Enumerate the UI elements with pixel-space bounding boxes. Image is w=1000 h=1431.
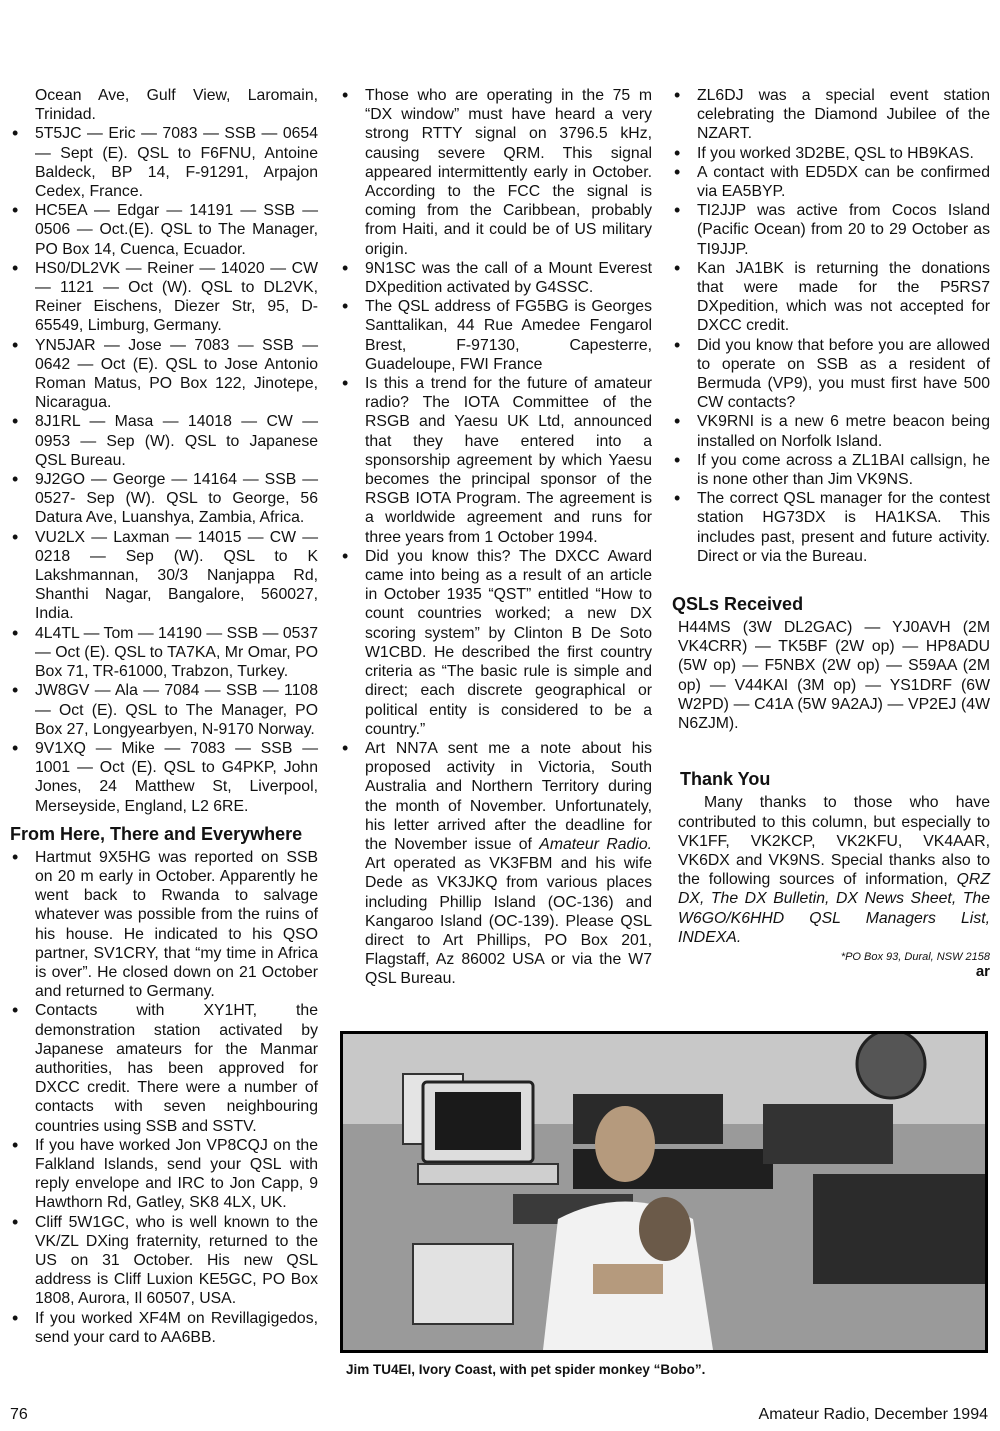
news-item: • Did you know that before you are allowed to operate on SSB as a resident of Bermuda (VP9), you must first have 500 CW contacts? (672, 336, 990, 413)
news-item: • Contacts with XY1HT, the demonstration station activated by Japanese amateurs for the Manmar authorities, has been approved for DXCC credit. There were a number of contacts with seven neighbouring countries using SSB and SSTV. (10, 1001, 318, 1135)
address-note: *PO Box 93, Dural, NSW 2158 (840, 950, 990, 963)
dx-entry: • 9J2GO — George — 14164 — SSB — 0527- Sep (W). QSL to George, 56 Datura Ave, Luanshya, Zambia, Africa. (10, 470, 318, 528)
end-mark: ar (975, 962, 990, 980)
news-item: • VK9RNI is a new 6 metre beacon being installed on Norfolk Island. (672, 412, 990, 450)
section-heading-thank-you: Thank You (680, 769, 771, 790)
dx-entry: • JW8GV — Ala — 7084 — SSB — 1108 — Oct (E). QSL to The Manager, PO Box 27, Longyearbyen, N-9170 Norway. (10, 681, 318, 739)
news-item: • Cliff 5W1GC, who is well known to the VK/ZL DXing fraternity, returned to the US on 31 October. His new QSL address is Cliff Luxion KE5GC, PO Box 1808, Aurora, Il 60507, USA. (10, 1213, 318, 1309)
continued-entry: Ocean Ave, Gulf View, Laromain, Trinidad. (35, 87, 318, 124)
thank-you-body: Many thanks to those who have contributed to this column, but especially to VK1FF, VK2KCP, VK2KFU, VK4AAR, VK6DX and VK9NS. Special thanks also to the following sources of information, (678, 794, 990, 889)
photo (340, 1031, 988, 1353)
news-item: • Is this a trend for the future of amateur radio? The IOTA Committee of the RSGB and Yaesu UK Ltd, announced that they have entered into a sponsorship agreement by which Yaesu becomes the principal sponsor of the RSGB IOTA Program. The agreement is a worldwide agreement and runs for three years from 1 October 1994. (340, 374, 652, 547)
dx-entry: • VU2LX — Laxman — 14015 — CW — 0218 — Sep (W). QSL to K Lakshmannan, 30/3 Nanjappa Rd, Shanthi Nagar, Bangalore, 560027, India. (10, 528, 318, 624)
photo-caption: Jim TU4EI, Ivory Coast, with pet spider monkey “Bobo”. (346, 1362, 706, 1377)
news-item-art-nn7a (340, 739, 652, 989)
column-1 (10, 86, 318, 1347)
news-item: • The correct QSL manager for the contest station HG73DX is HA1KSA. This includes past, present and future activity. Direct or via the Bureau. (672, 489, 990, 566)
dx-entry: • 4L4TL — Tom — 14190 — SSB — 0537 — Oct (E). QSL to TA7KA, Mr Omar, PO Box 71, TR-61000, Trabzon, Turkey. (10, 624, 318, 682)
news-item: • A contact with ED5DX can be confirmed via EA5BYP. (672, 163, 990, 201)
thank-you-text (672, 793, 990, 947)
page-number: 76 (10, 1406, 28, 1423)
news-item: • Hartmut 9X5HG was reported on SSB on 20 m early in October. Apparently he went back to Rwanda to salvage whatever was possible from the ruins of his house. He indicated to his QSO partner, SV1CRY, that “my time in Africa is over”. He closed down on 21 October and returned to Germany. (10, 848, 318, 1002)
dx-entry: • 9V1XQ — Mike — 7083 — SSB — 1001 — Oct (E). QSL to G4PKP, John Jones, 24 Matthew St, Liverpool, Merseyside, England, L2 6RE. (10, 739, 318, 816)
section-heading-qsls: QSLs Received (672, 594, 804, 615)
magazine-title: Amateur Radio. (539, 835, 652, 853)
sources-list: QRZ DX, The DX Bulletin, DX News Sheet, The W6GO/K6HHD QSL Managers List, INDEXA. (678, 871, 990, 946)
news-item: • Did you know this? The DXCC Award came into being as a result of an article in October 1935 “QST” entitled “How to count countries worked; a new DX scoring system” by Clinton B De Soto W1CBD. He described the first country criteria as “The basic rule is simple and direct; each discrete geographical or political entity is considered to be a country.” (340, 547, 652, 739)
qsls-received-text: H44MS (3W DL2GAC) — YJ0AVH (2M VK4CRR) — TK5BF (2W op) — HP8ADU (5W op) — F5NBX (2W op) — S59AA (2M op) — V44KAI (3M op) — YS1DRF (6W W2PD) — C41A (5W 9A2AJ) — VP2EJ (4W N6ZJM). (678, 619, 990, 733)
dx-entry: • YN5JAR — Jose — 7083 — SSB — 0642 — Oct (E). QSL to Jose Antonio Roman Matus, PO Box 122, Jinotepe, Nicaragua. (10, 336, 318, 413)
column-3 (672, 86, 990, 980)
news-item: • ZL6DJ was a special event station celebrating the Diamond Jubilee of the NZART. (672, 86, 990, 144)
news-item: • If you have worked Jon VP8CQJ on the Falkland Islands, send your QSL with reply envelope and IRC to Jon Capp, 9 Hawthorn Rd, Gatley, SK8 4LX, UK. (10, 1136, 318, 1213)
photo-illustration (343, 1034, 985, 1350)
art-text-pre: Art NN7A sent me a note about his proposed activity in Victoria, South Australia and Northern Territory during the month of November. Unfortunately, his letter arrived after the deadline for the November issue of (365, 739, 652, 853)
news-item: • TI2JJP was active from Cocos Island (Pacific Ocean) from 20 to 29 October as TI9JJP. (672, 201, 990, 259)
publication-info: Amateur Radio, December 1994 (758, 1406, 988, 1423)
news-item: • The QSL address of FG5BG is Georges Santtalikan, 44 Rue Amedee Fengarol Brest, F-97130, Capesterre, Guadeloupe, FWI France (340, 297, 652, 374)
dx-entry: • HS0/DL2VK — Reiner — 14020 — CW — 1121 — Oct (W). QSL to DL2VK, Reiner Eischens, Diezer Str, 95, D-65549, Limburg, Germany. (10, 259, 318, 336)
dx-entry: • 5T5JC — Eric — 7083 — SSB — 0654 — Sept (E). QSL to F6FNU, Antoine Baldeck, BP 14, F-91291, Arpajon Cedex, France. (10, 124, 318, 201)
news-item: • Those who are operating in the 75 m “DX window” must have heard a very strong RTTY signal on 3796.5 kHz, causing severe QRM. This signal appeared intermittently early in October. According to the FCC the signal is coming from the Caribbean, probably from Haiti, and it could be of US military origin. (340, 86, 652, 259)
dx-entry: • HC5EA — Edgar — 14191 — SSB — 0506 — Oct.(E). QSL to The Manager, PO Box 14, Cuenca, Ecuador. (10, 201, 318, 259)
news-item: • If you worked XF4M on Revillagigedos, send your card to AA6BB. (10, 1309, 318, 1347)
column-2 (340, 86, 652, 989)
art-text-post: Art operated as VK3FBM and his wife Dede as VK3JKQ from various places including Phillip Island (OC-136) and Kangaroo Island (OC-139). Please QSL direct to Art Phillips, PO Box 201, Flagstaff, Az 86002 USA or via the W7 QSL Bureau. (365, 855, 652, 988)
news-item: • Kan JA1BK is returning the donations that were made for the P5RS7 DXpedition, which was not accepted for DXCC credit. (672, 259, 990, 336)
dx-entry: • 8J1RL — Masa — 14018 — CW — 0953 — Sep (W). QSL to Japanese QSL Bureau. (10, 412, 318, 470)
news-item: • If you worked 3D2BE, QSL to HB9KAS. (672, 144, 990, 163)
news-item: • 9N1SC was the call of a Mount Everest DXpedition activated by G4SSC. (340, 259, 652, 297)
news-item: • If you come across a ZL1BAI callsign, he is none other than Jim VK9NS. (672, 451, 990, 489)
section-heading-from-here: From Here, There and Everywhere (10, 823, 303, 844)
